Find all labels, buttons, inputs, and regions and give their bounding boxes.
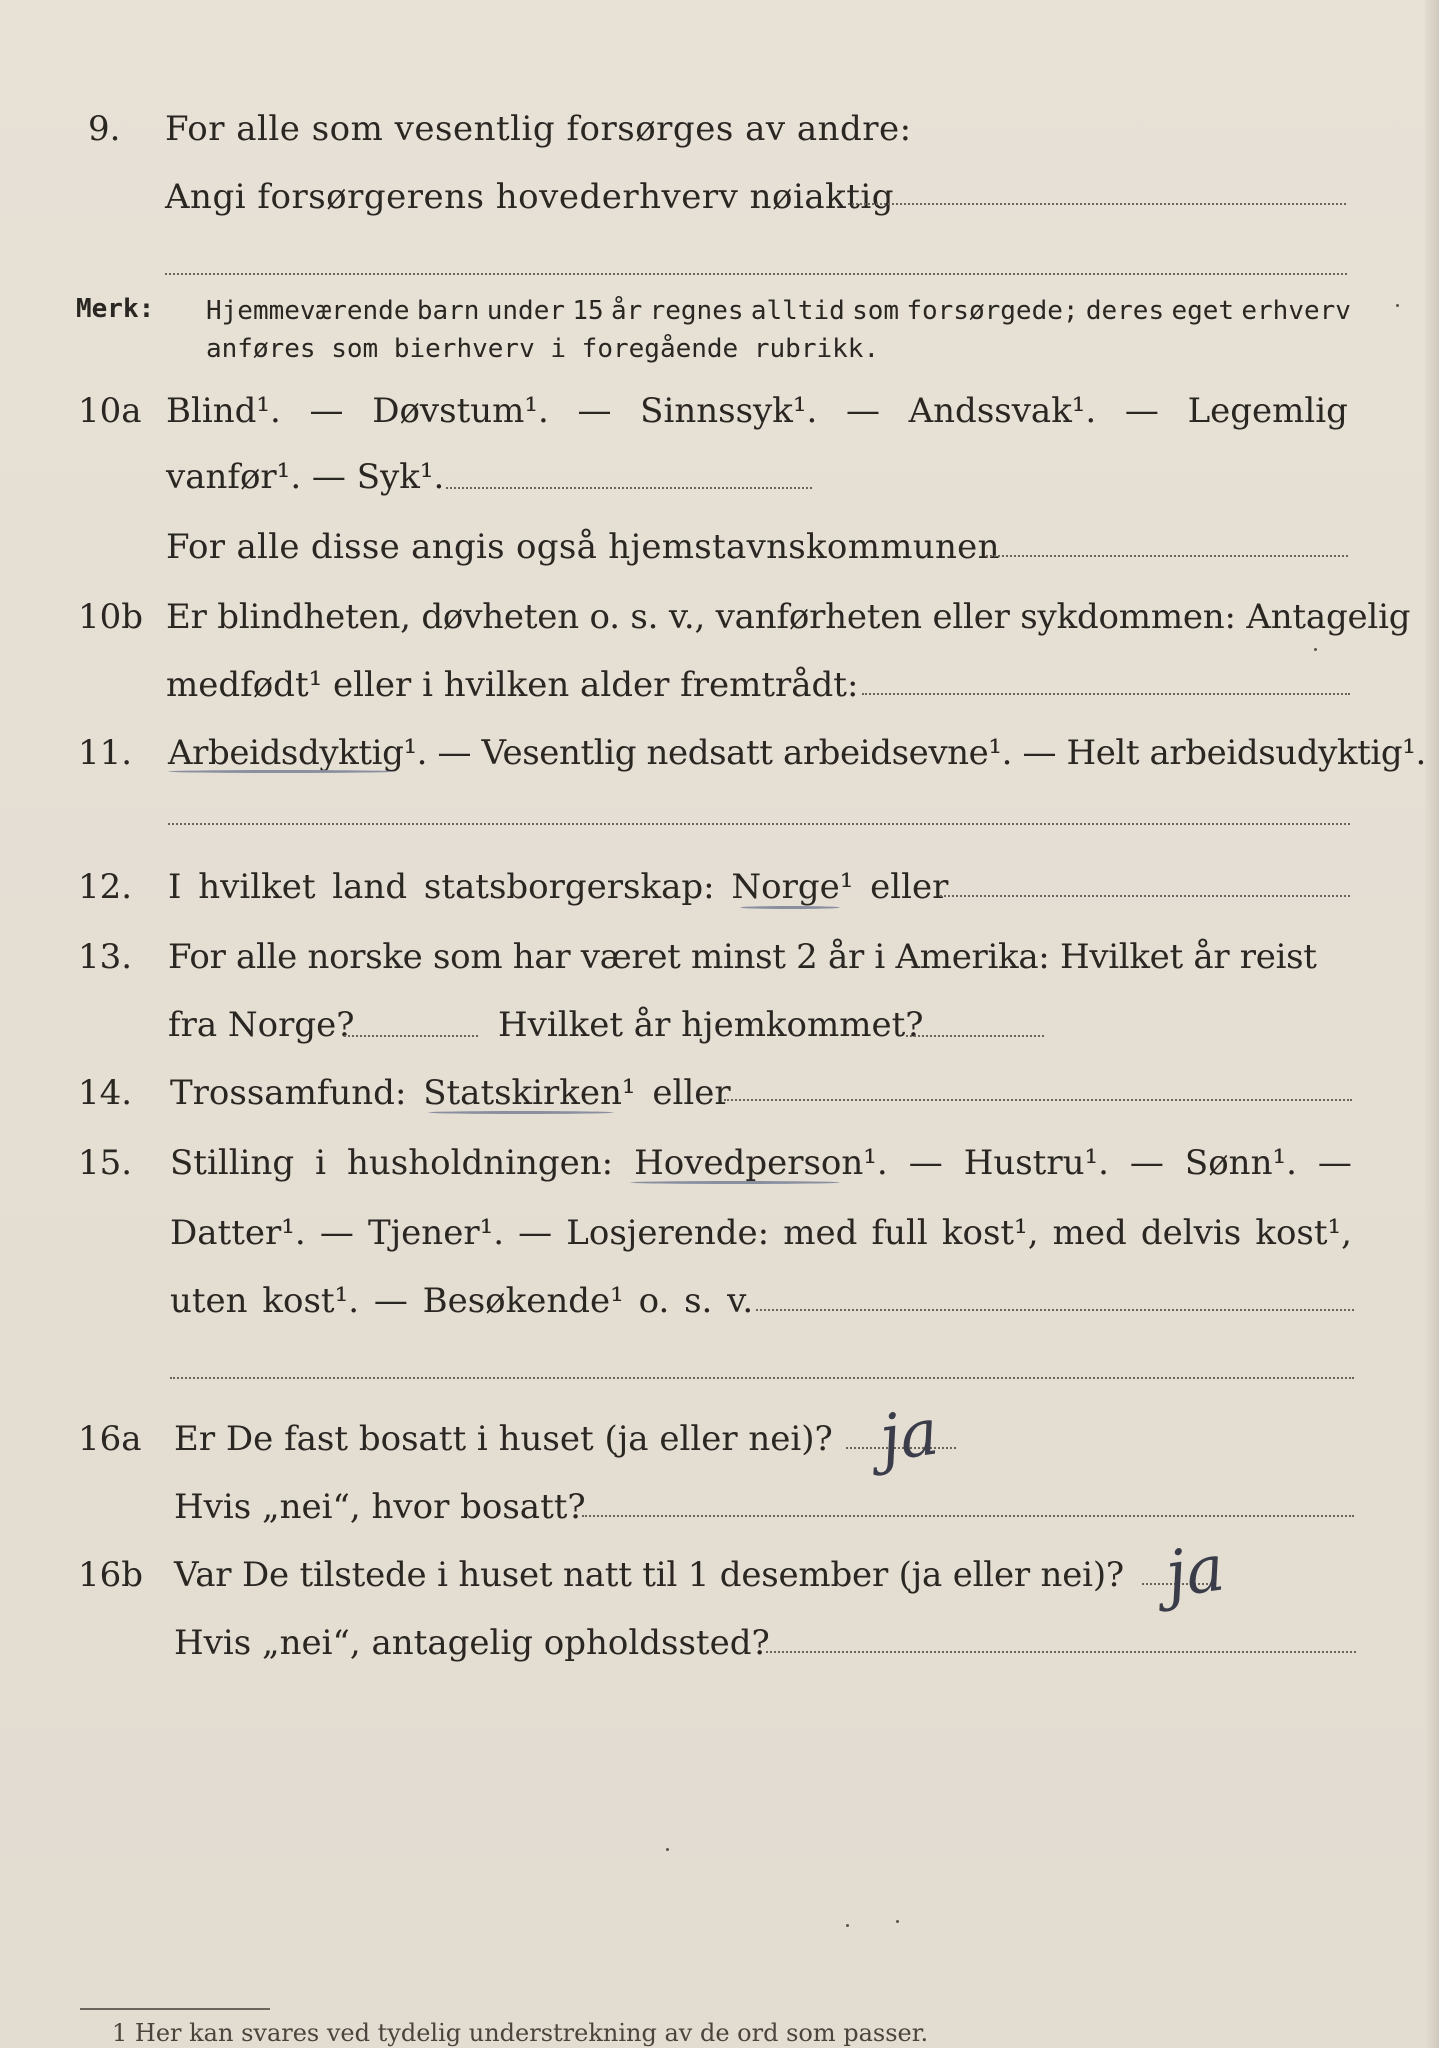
q10a-line3 <box>0 522 1439 572</box>
option-legemlig: Legemlig <box>1187 391 1348 431</box>
q10a-hjemstavn-line <box>986 555 1348 557</box>
q12-answer-line <box>940 895 1350 897</box>
merk-note-line1 <box>206 292 1351 330</box>
speck <box>896 1920 899 1923</box>
q16b-line2 <box>0 1618 1439 1668</box>
speck <box>846 1924 849 1927</box>
q9-answer-line <box>848 203 1346 205</box>
speck <box>1396 304 1399 307</box>
merk-word: eget <box>1171 296 1235 326</box>
word: Stilling <box>170 1143 295 1183</box>
dash: — <box>908 1143 943 1183</box>
q16a-handwritten-answer: ja <box>875 1395 943 1477</box>
q15-underline-mark <box>630 1181 840 1184</box>
word: delvis <box>1140 1213 1242 1253</box>
merk-word: under <box>486 296 566 326</box>
q12-underline-mark <box>740 906 840 909</box>
q16a-line2 <box>0 1482 1439 1532</box>
q16a-subquestion: Hvis „nei“, hvor bosatt? <box>174 1487 586 1527</box>
q14-underline-mark <box>428 1111 614 1114</box>
option-hovedperson: Hovedperson¹. <box>634 1143 888 1183</box>
word: med <box>1052 1213 1127 1253</box>
option-dovstum: Døvstum¹. <box>372 391 549 431</box>
q13-question: For alle norske som har været minst 2 år i Amerika: Hvilket år reist <box>168 937 1317 977</box>
q10a-line2-text: vanfør¹. — Syk¹. <box>166 457 445 497</box>
word: Losjerende: <box>566 1213 770 1253</box>
q16b-number: 16b <box>78 1555 144 1595</box>
q12-question: I hvilket land statsborgerskap: Norge¹ eller <box>168 867 949 907</box>
q16a-line1 <box>0 1414 1439 1464</box>
q10a-line1 <box>0 386 1439 436</box>
footnote: 1 Her kan svares ved tydelig understrekning av de ord som passer. <box>112 2019 929 2047</box>
q14-line1 <box>0 1068 1439 1118</box>
merk-label: Merk: <box>76 294 155 324</box>
q16b-question: Var De tilstede i huset natt til 1 desember (ja eller nei)? <box>174 1555 1124 1595</box>
dash: — <box>319 1213 354 1253</box>
option-sinnssyk: Sinnssyk¹. <box>640 391 818 431</box>
q14-answer-line <box>724 1099 1352 1101</box>
q10a-number: 10a <box>78 391 142 431</box>
q16a-bosatt-line <box>582 1515 1354 1517</box>
merk-note <box>206 292 1351 368</box>
q15-answer-line <box>756 1309 1354 1311</box>
dash: — <box>518 1213 553 1253</box>
dash: — <box>1317 1143 1352 1183</box>
q13-reist: fra Norge? <box>168 1005 355 1045</box>
q13-hjemkommet-answer-line <box>906 1035 1044 1037</box>
q11-extra-line <box>168 823 1350 825</box>
q9-line2 <box>0 172 1439 222</box>
merk-word: som <box>852 296 900 326</box>
q16a-number: 16a <box>78 1419 142 1459</box>
speck <box>666 1848 669 1851</box>
word: i <box>315 1143 326 1183</box>
option-sonn: Sønn¹. <box>1184 1143 1297 1183</box>
q10a-line3-text: For alle disse angis også hjemstavnskommunen <box>166 527 1000 567</box>
q13-line2 <box>0 1000 1439 1050</box>
merk-word: regnes <box>649 296 744 326</box>
q11-underline-mark <box>168 770 396 773</box>
dash: — <box>1129 1143 1164 1183</box>
q16a-question: Er De fast bosatt i huset (ja eller nei)? <box>174 1419 833 1459</box>
q13-hjemkommet: Hvilket år hjemkommet? <box>498 1005 924 1045</box>
word: full <box>871 1213 928 1253</box>
merk-word: deres <box>1085 296 1165 326</box>
merk-note-line2: anføres som bierhverv i foregående rubrikk. <box>206 334 880 364</box>
q16b-handwritten-answer: ja <box>1161 1531 1229 1613</box>
merk-word: forsørgede; <box>906 296 1079 326</box>
word: kost¹, <box>1255 1213 1352 1253</box>
q10b-line2 <box>0 660 1439 710</box>
option-datter: Datter¹. <box>170 1213 306 1253</box>
q12-line1 <box>0 862 1439 912</box>
dash: — <box>1124 391 1159 431</box>
q15-line3 <box>0 1276 1439 1326</box>
merk-word: alltid <box>750 296 845 326</box>
word: husholdningen: <box>346 1143 614 1183</box>
q10a-answer-line <box>446 487 812 489</box>
q15-number: 15. <box>78 1143 133 1183</box>
q14-question: Trossamfund: Statskirken¹ eller <box>170 1073 731 1113</box>
q11-number: 11. <box>78 733 133 773</box>
q15-extra-line <box>170 1377 1354 1379</box>
merk-word: Hjemmeværende <box>206 296 410 326</box>
q15-options-line2 <box>170 1208 1352 1258</box>
option-blind: Blind¹. <box>166 391 281 431</box>
dash: — <box>577 391 612 431</box>
q10b-line1-text: Er blindheten, døvheten o. s. v., vanførheten eller sykdommen: Antagelig <box>166 597 1411 637</box>
q10a-options <box>166 386 1348 436</box>
q9-number: 9. <box>88 109 121 149</box>
q13-line1 <box>0 932 1439 982</box>
merk-word: 15 <box>572 296 604 326</box>
dash: — <box>309 391 344 431</box>
q10a-line2 <box>0 452 1439 502</box>
q13-number: 13. <box>78 937 133 977</box>
q9-extra-line <box>165 273 1347 275</box>
q9-subquestion: Angi forsørgerens hovederhverv nøiaktig <box>165 177 895 217</box>
q10b-answer-line <box>862 693 1350 695</box>
option-hustru: Hustru¹. <box>963 1143 1109 1183</box>
merk-word: barn <box>416 296 480 326</box>
q16b-opholdssted-line <box>766 1651 1356 1653</box>
q14-number: 14. <box>78 1073 133 1113</box>
q10b-number: 10b <box>78 597 144 637</box>
word: med <box>783 1213 858 1253</box>
q13-reist-answer-line <box>344 1035 478 1037</box>
q9-question: For alle som vesentlig forsørges av andre: <box>165 109 912 149</box>
q10b-line2-text: medfødt¹ eller i hvilken alder fremtrådt: <box>166 665 859 705</box>
footnote-rule <box>80 2008 270 2010</box>
q16b-subquestion: Hvis „nei“, antagelig opholdssted? <box>174 1623 770 1663</box>
q15-line2 <box>0 1208 1439 1258</box>
option-andssvak: Andssvak¹. <box>908 391 1097 431</box>
q10b-line1 <box>0 592 1439 642</box>
word: kost¹, <box>941 1213 1039 1253</box>
option-tjener: Tjener¹. <box>367 1213 505 1253</box>
q15-line3-text: uten kost¹. — Besøkende¹ o. s. v. <box>170 1281 754 1321</box>
q12-number: 12. <box>78 867 133 907</box>
q9-line1 <box>0 104 1439 154</box>
speck <box>1314 648 1317 651</box>
merk-word: år <box>610 296 643 326</box>
dash: — <box>845 391 880 431</box>
merk-word: erhverv <box>1241 296 1351 326</box>
q11-options: Arbeidsdyktig¹. — Vesentlig nedsatt arbeidsevne¹. — Helt arbeidsudyktig¹. <box>168 733 1426 773</box>
